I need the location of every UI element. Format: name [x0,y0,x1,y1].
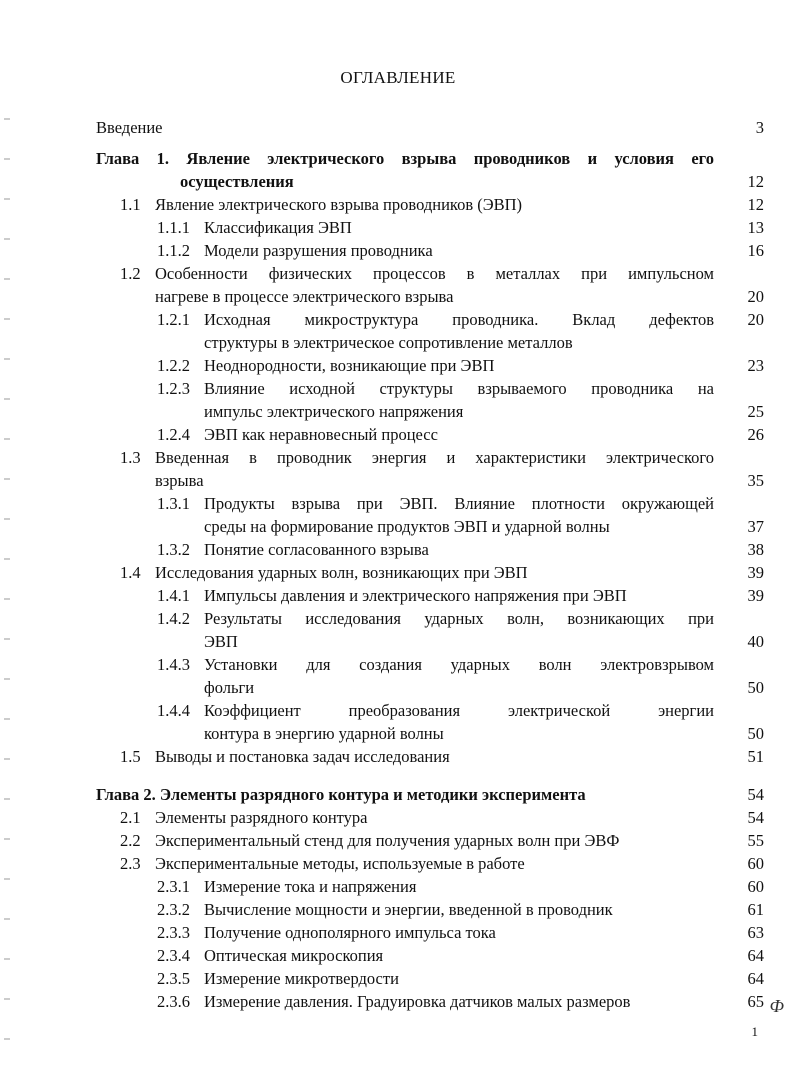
toc-entry-text: фольги [204,678,255,697]
toc-entry-number: 1.2.3 [157,379,190,398]
toc-entry-text: Установки для создания ударных волн электровзрывом [204,655,714,674]
toc-entry-2-3-4 [0,945,796,967]
toc-entry-number: 2.3.2 [157,900,190,919]
toc-entry-page: 64 [747,946,764,965]
toc-entry-1-5 [0,746,796,768]
toc-entry-number: 1.3.2 [157,540,190,559]
toc-entry-1-2-2 [0,355,796,377]
toc-entry-text: Импульсы давления и электрического напряжения при ЭВП [204,586,627,605]
toc-entry-text: Исходная микроструктура проводника. Вклад дефектов [204,310,714,329]
toc-entry-text: Классификация ЭВП [204,218,352,237]
toc-entry-1-4 [0,562,796,584]
toc-entry-text: Вычисление мощности и энергии, введенной в проводник [204,900,613,919]
toc-entry-2-2 [0,830,796,852]
toc-entry-number: 2.2 [120,831,141,850]
toc-entry-page: 38 [747,540,764,559]
toc-entry-1-1-2 [0,240,796,262]
toc-entry-number: 1.2.4 [157,425,190,444]
toc-entry-page: 12 [747,172,764,191]
toc-entry-number: 2.3.4 [157,946,190,965]
toc-entry-1-4-2-line1 [0,608,796,630]
toc-entry-page: 65 [747,992,764,1011]
toc-entry-number: 1.2.1 [157,310,190,329]
toc-entry-text: контура в энергию ударной волны [204,724,444,743]
toc-entry-number: 1.4.2 [157,609,190,628]
toc-entry-text: Введенная в проводник энергия и характеристики электрического [155,448,714,467]
toc-entry-number: 1.1.1 [157,218,190,237]
handwritten-mark: Ф [769,996,784,1016]
toc-entry-text: Явление электрического взрыва проводников (ЭВП) [155,195,523,214]
toc-entry-text: Экспериментальный стенд для получения ударных волн при ЭВФ [155,831,620,850]
toc-entry-text: Измерение микротвердости [204,969,399,988]
toc-entry-number: 2.3.6 [157,992,190,1011]
toc-entry-text: Неоднородности, возникающие при ЭВП [204,356,495,375]
toc-entry-text: Введение [96,118,163,137]
toc-entry-2-3-1 [0,876,796,898]
toc-entry-number: 1.2 [120,264,141,283]
toc-entry-text: Выводы и постановка задач исследования [155,747,450,766]
toc-entry-page: 3 [755,118,764,137]
toc-entry-text: среды на формирование продуктов ЭВП и ударной волны [204,517,610,536]
toc-entry-text: Глава 1. Явление электрического взрыва проводников и условия его [96,149,714,168]
toc-entry-number: 1.5 [120,747,141,766]
toc-entry-text: Влияние исходной структуры взрываемого проводника на [204,379,714,398]
page-number: 1 [751,1024,758,1039]
toc-entry-1-2-3-line2 [0,401,796,423]
toc-entry-number: 1.3 [120,448,141,467]
toc-entry-page: 63 [747,923,764,942]
toc-entry-1-4-4-line2 [0,723,796,745]
toc-entry-number: 1.4.4 [157,701,190,720]
toc-entry-number: 2.3.3 [157,923,190,942]
toc-entry-number: 1.1.2 [157,241,190,260]
toc-entry-number: 2.3 [120,854,141,873]
toc-entry-1-3-2 [0,539,796,561]
toc-chapter-1-line2 [0,171,796,193]
toc-entry-2-3-5 [0,968,796,990]
toc-entry-page: 54 [747,785,764,804]
toc-entry-page: 13 [747,218,764,237]
toc-entry-1-4-4-line1 [0,700,796,722]
toc-entry-text: Понятие согласованного взрыва [204,540,429,559]
toc-entry-number: 1.3.1 [157,494,190,513]
toc-chapter-1-line1 [0,148,796,170]
toc-entry-page: 40 [747,632,764,651]
toc-entry-text: Экспериментальные методы, используемые в работе [155,854,525,873]
toc-entry-page: 20 [747,310,764,329]
toc-entry-page: 55 [747,831,764,850]
toc-entry-1-2-line2 [0,286,796,308]
toc-entry-text: импульс электрического напряжения [204,402,464,421]
toc-entry-text: Модели разрушения проводника [204,241,433,260]
toc-entry-page: 50 [747,678,764,697]
toc-entry-1-3-line2 [0,470,796,492]
toc-entry-2-3 [0,853,796,875]
toc-entry-2-3-2 [0,899,796,921]
toc-entry-1-2-1-line1 [0,309,796,331]
toc-entry-page: 39 [747,563,764,582]
toc-entry-number: 1.1 [120,195,141,214]
toc-entry-page: 35 [747,471,764,490]
toc-entry-number: 1.4.1 [157,586,190,605]
toc-entry-1-4-3-line1 [0,654,796,676]
toc-entry-page: 16 [747,241,764,260]
toc-entry-text: ЭВП [204,632,238,651]
toc-entry-1-4-2-line2 [0,631,796,653]
toc-chapter-2 [0,784,796,806]
toc-entry-page: 26 [747,425,764,444]
toc-entry-1-3-1-line1 [0,493,796,515]
toc-entry-1-1 [0,194,796,216]
toc-entry-1-3-1-line2 [0,516,796,538]
toc-entry-text: Продукты взрыва при ЭВП. Влияние плотности окружающей [204,494,714,513]
toc-entry-number: 1.4 [120,563,141,582]
toc-entry-page: 61 [747,900,764,919]
toc-entry-2-3-6 [0,991,796,1013]
toc-entry-text: осуществления [180,172,294,191]
toc-entry-number: 2.3.5 [157,969,190,988]
toc-entry-page: 60 [747,877,764,896]
toc-entry-text: взрыва [155,471,204,490]
toc-entry-1-4-1 [0,585,796,607]
toc-entry-1-2-3-line1 [0,378,796,400]
toc-entry-text: Оптическая микроскопия [204,946,384,965]
toc-entry-text: Получение однополярного импульса тока [204,923,496,942]
toc-entry-text: Особенности физических процессов в металлах при импульсном [155,264,714,283]
toc-entry-page: 37 [747,517,764,536]
toc-entry-page: 50 [747,724,764,743]
toc-entry-text: нагреве в процессе электрического взрыва [155,287,454,306]
toc-entry-text: структуры в электрическое сопротивление металлов [204,333,573,352]
toc-entry-page: 54 [747,808,764,827]
toc-entry-number: 1.2.2 [157,356,190,375]
toc-entry-1-2-4 [0,424,796,446]
toc-entry-page: 51 [747,747,764,766]
toc-entry-text: Глава 2. Элементы разрядного контура и методики эксперимента [96,785,586,804]
toc-entry-intro [0,117,796,139]
toc-entry-page: 12 [747,195,764,214]
toc-entry-number: 1.4.3 [157,655,190,674]
toc-entry-text: Исследования ударных волн, возникающих при ЭВП [155,563,528,582]
toc-entry-text: Коэффициент преобразования электрической энергии [204,701,714,720]
toc-entry-2-3-3 [0,922,796,944]
toc-entry-2-1 [0,807,796,829]
page-title: ОГЛАВЛЕНИЕ [340,68,456,87]
toc-entry-text: Измерение давления. Градуировка датчиков малых размеров [204,992,631,1011]
toc-entry-1-2-line1 [0,263,796,285]
toc-entry-number: 2.3.1 [157,877,190,896]
toc-entry-page: 39 [747,586,764,605]
toc-entry-number: 2.1 [120,808,141,827]
toc-entry-1-2-1-line2 [0,332,796,354]
toc-entry-text: Измерение тока и напряжения [204,877,417,896]
toc-entry-page: 64 [747,969,764,988]
toc-entry-page: 60 [747,854,764,873]
toc-entry-page: 23 [747,356,764,375]
toc-entry-1-1-1 [0,217,796,239]
toc-entry-1-4-3-line2 [0,677,796,699]
toc-entry-page: 25 [747,402,764,421]
toc-entry-page: 20 [747,287,764,306]
toc-entry-text: Результаты исследования ударных волн, возникающих при [204,609,714,628]
toc-entry-text: ЭВП как неравновесный процесс [204,425,438,444]
toc-entry-1-3-line1 [0,447,796,469]
toc-entry-text: Элементы разрядного контура [155,808,368,827]
